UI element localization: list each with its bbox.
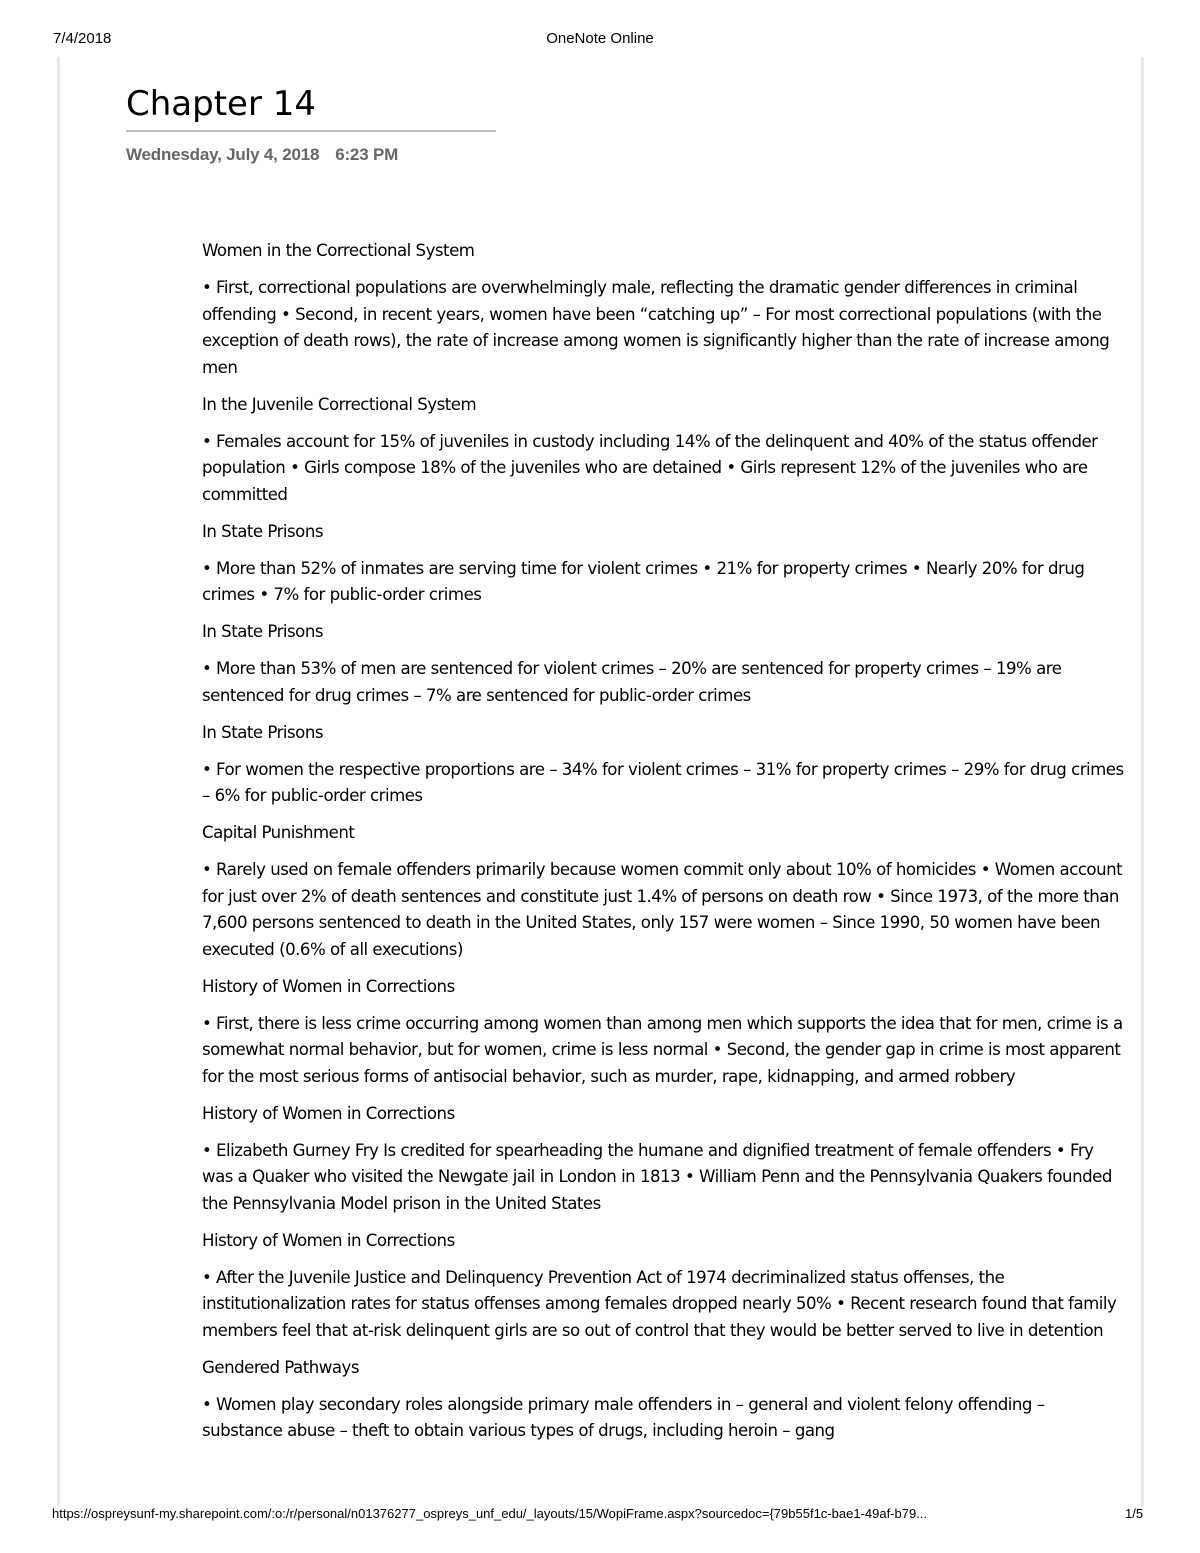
note-content[interactable] bbox=[202, 238, 1127, 1455]
section-heading: History of Women in Corrections bbox=[202, 976, 455, 996]
print-header-app-title: OneNote Online bbox=[546, 30, 654, 47]
section-heading: Women in the Correctional System bbox=[202, 241, 475, 260]
section-heading: In State Prisons bbox=[202, 622, 323, 641]
section-body: • Rarely used on female offenders primarily because women commit only about 10% of homicides • Women account for just over 2% of death sentences and constitute just 1.4% of persons on death row • Since 1973, of the more than 7,600 persons sentenced to death in the United States, only 157 were women – Since 1990, 50 women have been executed (0.6% of all executions) bbox=[202, 860, 1123, 959]
page-title[interactable]: Chapter 14 bbox=[126, 84, 317, 124]
section-body: • More than 53% of men are sentenced for violent crimes – 20% are sentenced for property crimes – 19% are sentenced for drug crimes – 7% are sentenced for public-order crimes bbox=[202, 659, 1062, 705]
section-heading: In the Juvenile Correctional System bbox=[202, 394, 477, 414]
section-body: • After the Juvenile Justice and Delinquency Prevention Act of 1974 decriminalized status offenses, the institutionalization rates for status offenses among females dropped nearly 50% • Recent research found that family members feel that at-risk delinquent girls are so out of control that they would be better served to live in detention bbox=[202, 1267, 1117, 1340]
page-datetime bbox=[126, 145, 398, 165]
section-body: • First, correctional populations are overwhelmingly male, reflecting the dramatic gender differences in criminal offending • Second, in recent years, women have been “catching up” – For most correctional populations (with the exception of death rows), the rate of increase among women is significantly higher than the rate of increase among men bbox=[202, 278, 1110, 377]
page-border-left bbox=[57, 57, 60, 1507]
section-body: • Elizabeth Gurney Fry Is credited for spearheading the humane and dignified treatment of female offenders • Fry was a Quaker who visited the Newgate jail in London in 1813 • William Penn and the Pennsylvania Quakers founded the Pennsylvania Model prison in the United States bbox=[202, 1140, 1112, 1213]
section-body: • For women the respective proportions are – 34% for violent crimes – 31% for property crimes – 29% for drug crimes – 6% for public-order crimes bbox=[202, 759, 1124, 805]
print-footer-page-number: 1/5 bbox=[1125, 1506, 1144, 1521]
section-body: • Females account for 15% of juveniles in custody including 14% of the delinquent and 40% of the status offender population • Girls compose 18% of the juveniles who are detained • Girls represent 12% of the juveniles who are committed bbox=[202, 431, 1098, 504]
section-body: • More than 52% of inmates are serving time for violent crimes • 21% for property crimes • Nearly 20% for drug crimes • 7% for public-order crimes bbox=[202, 558, 1085, 604]
section-heading: In State Prisons bbox=[202, 722, 323, 742]
print-header-date: 7/4/2018 bbox=[53, 30, 112, 47]
title-underline bbox=[126, 130, 496, 132]
page-time: 6:23 PM bbox=[335, 145, 399, 164]
section-heading: History of Women in Corrections bbox=[202, 1103, 455, 1123]
page-date: Wednesday, July 4, 2018 bbox=[126, 145, 320, 164]
section-body: • First, there is less crime occurring among women than among men which supports the idea that for men, crime is a somewhat normal behavior, but for women, crime is less normal • Second, the gender gap in crime is most apparent for the most serious forms of antisocial behavior, such as murder, rape, kidnapping, and armed robbery bbox=[202, 1013, 1123, 1086]
section-heading: Gendered Pathways bbox=[202, 1357, 359, 1377]
section-heading: History of Women in Corrections bbox=[202, 1230, 455, 1250]
section-heading: Capital Punishment bbox=[202, 823, 355, 842]
print-footer-url: https://ospreysunf-my.sharepoint.com/:o:/r/personal/n01376277_ospreys_unf_edu/_layouts/15/WopiFrame.aspx?sourcedoc={79b55f1c-bae1-49af-b79... bbox=[52, 1506, 928, 1521]
section-heading: In State Prisons bbox=[202, 521, 323, 541]
page-border-right bbox=[1141, 57, 1144, 1507]
section-body: • Women play secondary roles alongside primary male offenders in – general and violent felony offending – substance abuse – theft to obtain various types of drugs, including heroin – gang bbox=[202, 1394, 1045, 1440]
